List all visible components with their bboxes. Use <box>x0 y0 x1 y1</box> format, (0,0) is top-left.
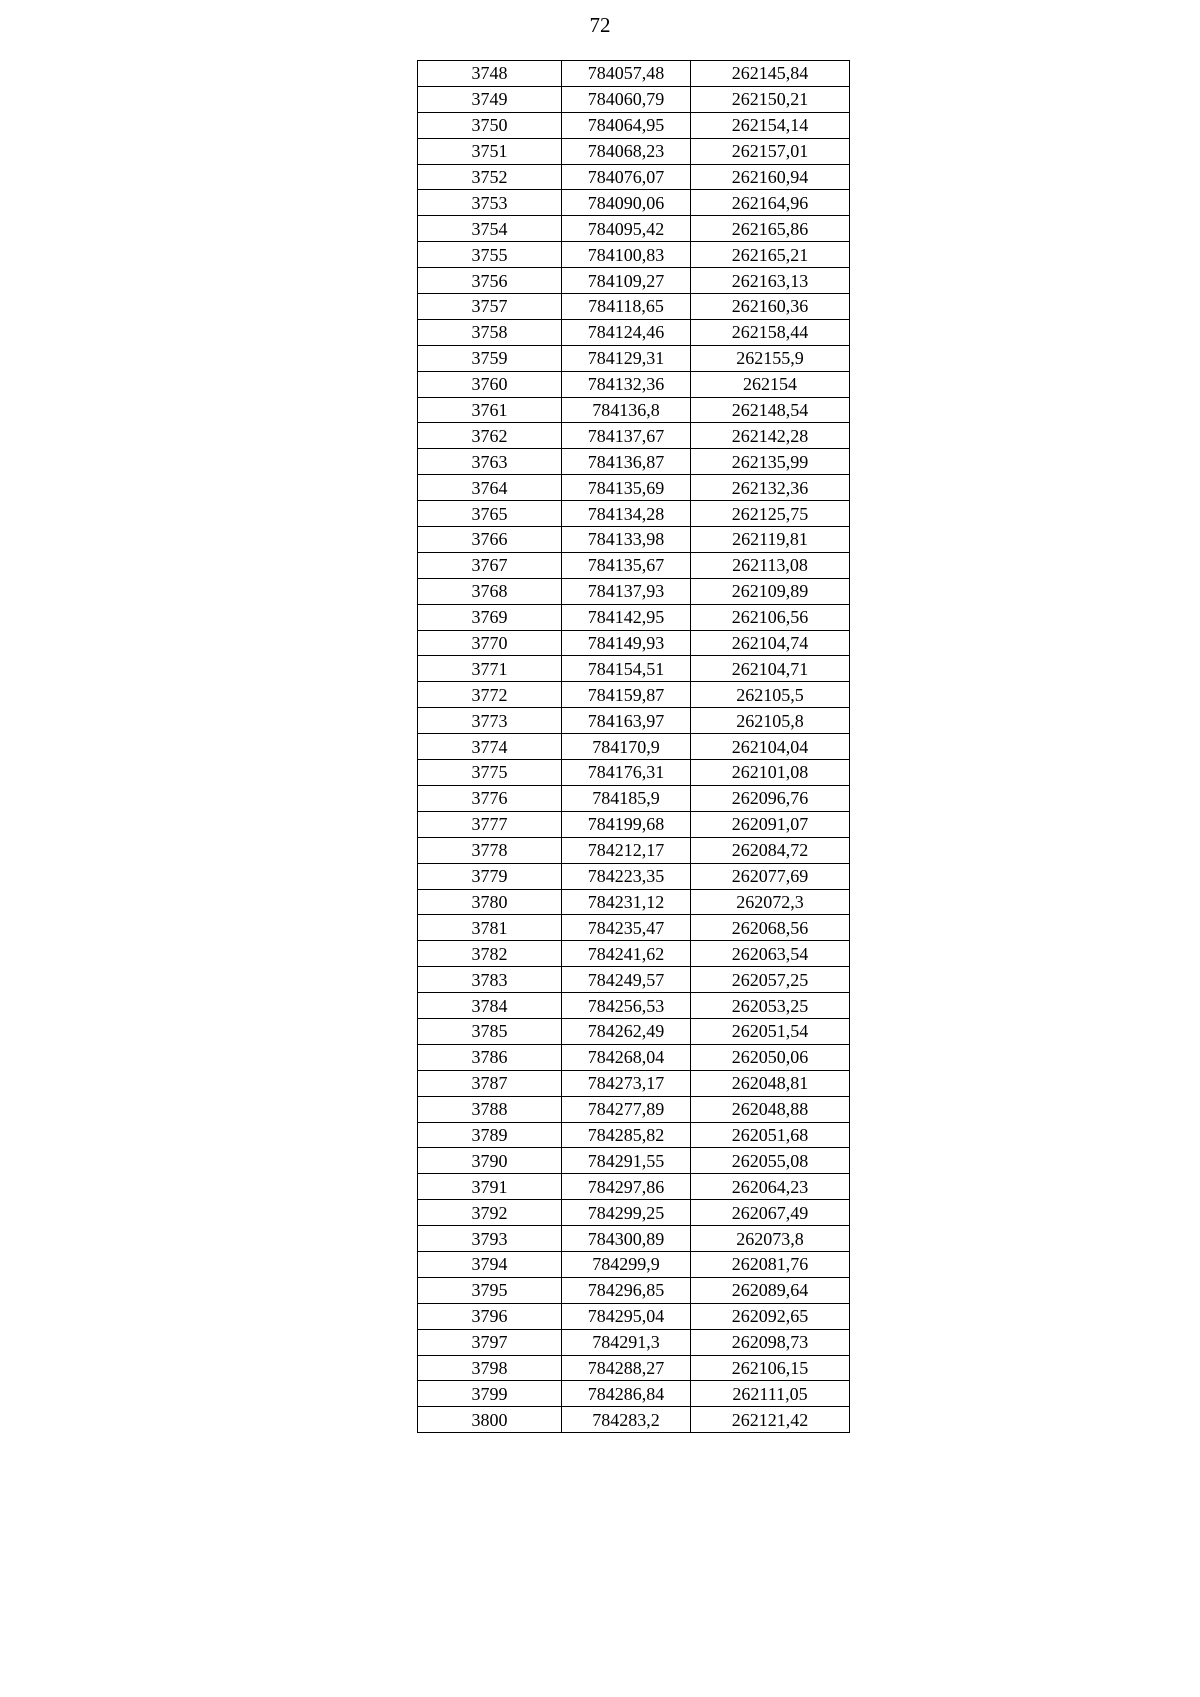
table-row <box>418 734 850 760</box>
y-coordinate-cell: 262113,08 <box>691 552 850 578</box>
point-number-cell: 3791 <box>418 1174 562 1200</box>
table-row <box>418 527 850 553</box>
y-coordinate-cell: 262072,3 <box>691 889 850 915</box>
table-row <box>418 371 850 397</box>
point-number-cell: 3779 <box>418 863 562 889</box>
point-number-cell: 3788 <box>418 1096 562 1122</box>
x-coordinate-cell: 784060,79 <box>562 86 691 112</box>
x-coordinate-cell: 784118,65 <box>562 294 691 320</box>
y-coordinate-cell: 262165,86 <box>691 216 850 242</box>
y-coordinate-cell: 262063,54 <box>691 941 850 967</box>
point-number-cell: 3787 <box>418 1070 562 1096</box>
table-row <box>418 190 850 216</box>
point-number-cell: 3798 <box>418 1355 562 1381</box>
table-row <box>418 501 850 527</box>
y-coordinate-cell: 262160,94 <box>691 164 850 190</box>
x-coordinate-cell: 784134,28 <box>562 501 691 527</box>
table-row <box>418 1200 850 1226</box>
x-coordinate-cell: 784057,48 <box>562 61 691 87</box>
y-coordinate-cell: 262077,69 <box>691 863 850 889</box>
y-coordinate-cell: 262165,21 <box>691 242 850 268</box>
x-coordinate-cell: 784154,51 <box>562 656 691 682</box>
table-row <box>418 1381 850 1407</box>
table-row <box>418 1070 850 1096</box>
table-row <box>418 1226 850 1252</box>
point-number-cell: 3765 <box>418 501 562 527</box>
y-coordinate-cell: 262106,56 <box>691 604 850 630</box>
x-coordinate-cell: 784136,87 <box>562 449 691 475</box>
point-number-cell: 3783 <box>418 967 562 993</box>
table-row <box>418 475 850 501</box>
table-row <box>418 604 850 630</box>
point-number-cell: 3748 <box>418 61 562 87</box>
point-number-cell: 3782 <box>418 941 562 967</box>
point-number-cell: 3781 <box>418 915 562 941</box>
point-number-cell: 3785 <box>418 1018 562 1044</box>
x-coordinate-cell: 784295,04 <box>562 1303 691 1329</box>
table-row <box>418 1407 850 1433</box>
y-coordinate-cell: 262163,13 <box>691 268 850 294</box>
table-row <box>418 268 850 294</box>
point-number-cell: 3764 <box>418 475 562 501</box>
table-row <box>418 993 850 1019</box>
y-coordinate-cell: 262048,88 <box>691 1096 850 1122</box>
y-coordinate-cell: 262158,44 <box>691 319 850 345</box>
table-row <box>418 578 850 604</box>
table-row <box>418 1122 850 1148</box>
x-coordinate-cell: 784212,17 <box>562 837 691 863</box>
point-number-cell: 3797 <box>418 1329 562 1355</box>
x-coordinate-cell: 784291,55 <box>562 1148 691 1174</box>
x-coordinate-cell: 784076,07 <box>562 164 691 190</box>
x-coordinate-cell: 784142,95 <box>562 604 691 630</box>
y-coordinate-cell: 262142,28 <box>691 423 850 449</box>
x-coordinate-cell: 784163,97 <box>562 708 691 734</box>
x-coordinate-cell: 784136,8 <box>562 397 691 423</box>
x-coordinate-cell: 784286,84 <box>562 1381 691 1407</box>
point-number-cell: 3778 <box>418 837 562 863</box>
x-coordinate-cell: 784100,83 <box>562 242 691 268</box>
x-coordinate-cell: 784223,35 <box>562 863 691 889</box>
x-coordinate-cell: 784249,57 <box>562 967 691 993</box>
table-row <box>418 1329 850 1355</box>
table-row <box>418 915 850 941</box>
x-coordinate-cell: 784277,89 <box>562 1096 691 1122</box>
x-coordinate-cell: 784149,93 <box>562 630 691 656</box>
table-row <box>418 61 850 87</box>
y-coordinate-cell: 262089,64 <box>691 1277 850 1303</box>
y-coordinate-cell: 262067,49 <box>691 1200 850 1226</box>
point-number-cell: 3767 <box>418 552 562 578</box>
table-row <box>418 682 850 708</box>
x-coordinate-cell: 784262,49 <box>562 1018 691 1044</box>
y-coordinate-cell: 262135,99 <box>691 449 850 475</box>
table-row <box>418 1303 850 1329</box>
table-row <box>418 656 850 682</box>
y-coordinate-cell: 262081,76 <box>691 1251 850 1277</box>
table-row <box>418 967 850 993</box>
point-number-cell: 3757 <box>418 294 562 320</box>
y-coordinate-cell: 262057,25 <box>691 967 850 993</box>
x-coordinate-cell: 784299,25 <box>562 1200 691 1226</box>
point-number-cell: 3758 <box>418 319 562 345</box>
x-coordinate-cell: 784132,36 <box>562 371 691 397</box>
table-row <box>418 242 850 268</box>
x-coordinate-cell: 784176,31 <box>562 760 691 786</box>
table-row <box>418 319 850 345</box>
y-coordinate-cell: 262150,21 <box>691 86 850 112</box>
y-coordinate-cell: 262053,25 <box>691 993 850 1019</box>
point-number-cell: 3775 <box>418 760 562 786</box>
table-row <box>418 112 850 138</box>
table-row <box>418 708 850 734</box>
point-number-cell: 3784 <box>418 993 562 1019</box>
point-number-cell: 3786 <box>418 1044 562 1070</box>
x-coordinate-cell: 784137,67 <box>562 423 691 449</box>
point-number-cell: 3752 <box>418 164 562 190</box>
point-number-cell: 3790 <box>418 1148 562 1174</box>
point-number-cell: 3794 <box>418 1251 562 1277</box>
y-coordinate-cell: 262096,76 <box>691 785 850 811</box>
x-coordinate-cell: 784199,68 <box>562 811 691 837</box>
table-row <box>418 837 850 863</box>
point-number-cell: 3770 <box>418 630 562 656</box>
y-coordinate-cell: 262148,54 <box>691 397 850 423</box>
y-coordinate-cell: 262154,14 <box>691 112 850 138</box>
table-row <box>418 1096 850 1122</box>
table-row <box>418 86 850 112</box>
x-coordinate-cell: 784137,93 <box>562 578 691 604</box>
table-row <box>418 294 850 320</box>
table-row <box>418 811 850 837</box>
point-number-cell: 3772 <box>418 682 562 708</box>
point-number-cell: 3776 <box>418 785 562 811</box>
x-coordinate-cell: 784170,9 <box>562 734 691 760</box>
x-coordinate-cell: 784268,04 <box>562 1044 691 1070</box>
point-number-cell: 3763 <box>418 449 562 475</box>
y-coordinate-cell: 262048,81 <box>691 1070 850 1096</box>
x-coordinate-cell: 784285,82 <box>562 1122 691 1148</box>
y-coordinate-cell: 262084,72 <box>691 837 850 863</box>
x-coordinate-cell: 784109,27 <box>562 268 691 294</box>
x-coordinate-cell: 784135,67 <box>562 552 691 578</box>
y-coordinate-cell: 262073,8 <box>691 1226 850 1252</box>
point-number-cell: 3800 <box>418 1407 562 1433</box>
page-number: 72 <box>589 13 611 37</box>
point-number-cell: 3760 <box>418 371 562 397</box>
table-row <box>418 138 850 164</box>
point-number-cell: 3756 <box>418 268 562 294</box>
y-coordinate-cell: 262104,04 <box>691 734 850 760</box>
x-coordinate-cell: 784291,3 <box>562 1329 691 1355</box>
x-coordinate-cell: 784283,2 <box>562 1407 691 1433</box>
y-coordinate-cell: 262104,74 <box>691 630 850 656</box>
point-number-cell: 3754 <box>418 216 562 242</box>
y-coordinate-cell: 262154 <box>691 371 850 397</box>
table-row <box>418 216 850 242</box>
point-number-cell: 3792 <box>418 1200 562 1226</box>
x-coordinate-cell: 784241,62 <box>562 941 691 967</box>
table-row <box>418 630 850 656</box>
y-coordinate-cell: 262092,65 <box>691 1303 850 1329</box>
x-coordinate-cell: 784095,42 <box>562 216 691 242</box>
y-coordinate-cell: 262106,15 <box>691 1355 850 1381</box>
x-coordinate-cell: 784296,85 <box>562 1277 691 1303</box>
table-row <box>418 423 850 449</box>
point-number-cell: 3766 <box>418 527 562 553</box>
table-row <box>418 889 850 915</box>
x-coordinate-cell: 784235,47 <box>562 915 691 941</box>
y-coordinate-cell: 262157,01 <box>691 138 850 164</box>
point-number-cell: 3768 <box>418 578 562 604</box>
y-coordinate-cell: 262105,5 <box>691 682 850 708</box>
table-row <box>418 552 850 578</box>
point-number-cell: 3780 <box>418 889 562 915</box>
x-coordinate-cell: 784300,89 <box>562 1226 691 1252</box>
y-coordinate-cell: 262145,84 <box>691 61 850 87</box>
y-coordinate-cell: 262111,05 <box>691 1381 850 1407</box>
y-coordinate-cell: 262164,96 <box>691 190 850 216</box>
x-coordinate-cell: 784231,12 <box>562 889 691 915</box>
point-number-cell: 3795 <box>418 1277 562 1303</box>
coordinates-table <box>417 60 850 1433</box>
point-number-cell: 3762 <box>418 423 562 449</box>
point-number-cell: 3750 <box>418 112 562 138</box>
point-number-cell: 3789 <box>418 1122 562 1148</box>
table-row <box>418 397 850 423</box>
x-coordinate-cell: 784133,98 <box>562 527 691 553</box>
table-row <box>418 1044 850 1070</box>
point-number-cell: 3769 <box>418 604 562 630</box>
y-coordinate-cell: 262055,08 <box>691 1148 850 1174</box>
point-number-cell: 3793 <box>418 1226 562 1252</box>
y-coordinate-cell: 262098,73 <box>691 1329 850 1355</box>
x-coordinate-cell: 784299,9 <box>562 1251 691 1277</box>
y-coordinate-cell: 262155,9 <box>691 345 850 371</box>
y-coordinate-cell: 262091,07 <box>691 811 850 837</box>
point-number-cell: 3796 <box>418 1303 562 1329</box>
y-coordinate-cell: 262125,75 <box>691 501 850 527</box>
x-coordinate-cell: 784288,27 <box>562 1355 691 1381</box>
y-coordinate-cell: 262119,81 <box>691 527 850 553</box>
x-coordinate-cell: 784185,9 <box>562 785 691 811</box>
x-coordinate-cell: 784124,46 <box>562 319 691 345</box>
table-row <box>418 345 850 371</box>
point-number-cell: 3799 <box>418 1381 562 1407</box>
y-coordinate-cell: 262109,89 <box>691 578 850 604</box>
point-number-cell: 3753 <box>418 190 562 216</box>
table-row <box>418 449 850 475</box>
y-coordinate-cell: 262105,8 <box>691 708 850 734</box>
point-number-cell: 3773 <box>418 708 562 734</box>
y-coordinate-cell: 262104,71 <box>691 656 850 682</box>
y-coordinate-cell: 262051,54 <box>691 1018 850 1044</box>
table-row <box>418 863 850 889</box>
table-row <box>418 1251 850 1277</box>
y-coordinate-cell: 262050,06 <box>691 1044 850 1070</box>
x-coordinate-cell: 784064,95 <box>562 112 691 138</box>
table-row <box>418 941 850 967</box>
table-row <box>418 760 850 786</box>
y-coordinate-cell: 262068,56 <box>691 915 850 941</box>
table-row <box>418 1148 850 1174</box>
point-number-cell: 3751 <box>418 138 562 164</box>
x-coordinate-cell: 784297,86 <box>562 1174 691 1200</box>
x-coordinate-cell: 784159,87 <box>562 682 691 708</box>
y-coordinate-cell: 262064,23 <box>691 1174 850 1200</box>
point-number-cell: 3761 <box>418 397 562 423</box>
point-number-cell: 3749 <box>418 86 562 112</box>
point-number-cell: 3755 <box>418 242 562 268</box>
table-row <box>418 1018 850 1044</box>
x-coordinate-cell: 784129,31 <box>562 345 691 371</box>
point-number-cell: 3774 <box>418 734 562 760</box>
y-coordinate-cell: 262101,08 <box>691 760 850 786</box>
y-coordinate-cell: 262160,36 <box>691 294 850 320</box>
table-row <box>418 785 850 811</box>
x-coordinate-cell: 784273,17 <box>562 1070 691 1096</box>
y-coordinate-cell: 262051,68 <box>691 1122 850 1148</box>
x-coordinate-cell: 784068,23 <box>562 138 691 164</box>
x-coordinate-cell: 784135,69 <box>562 475 691 501</box>
table-row <box>418 164 850 190</box>
table-row <box>418 1174 850 1200</box>
coordinates-table-body <box>418 61 850 1433</box>
table-row <box>418 1355 850 1381</box>
y-coordinate-cell: 262132,36 <box>691 475 850 501</box>
x-coordinate-cell: 784090,06 <box>562 190 691 216</box>
point-number-cell: 3771 <box>418 656 562 682</box>
point-number-cell: 3777 <box>418 811 562 837</box>
y-coordinate-cell: 262121,42 <box>691 1407 850 1433</box>
table-row <box>418 1277 850 1303</box>
x-coordinate-cell: 784256,53 <box>562 993 691 1019</box>
point-number-cell: 3759 <box>418 345 562 371</box>
